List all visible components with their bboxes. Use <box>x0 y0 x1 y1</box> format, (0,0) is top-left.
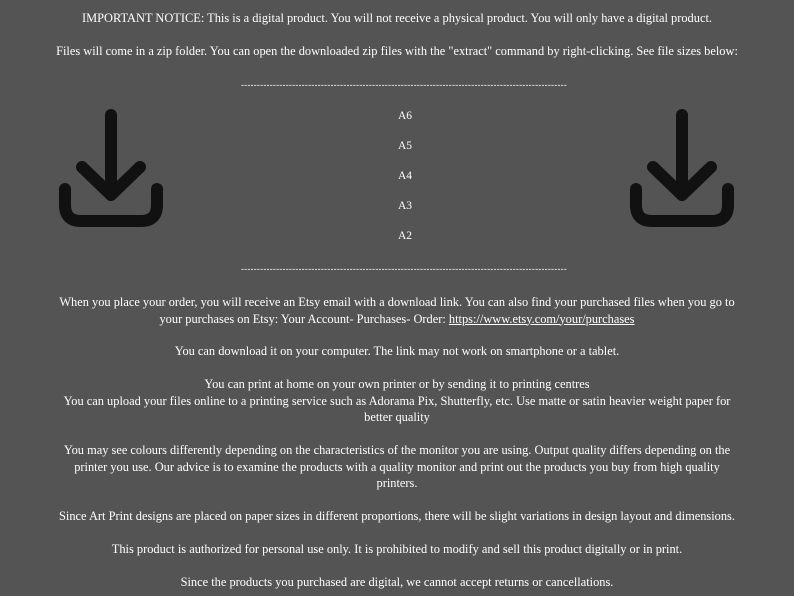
order-info <box>0 294 794 327</box>
printing-line1: You can print at home on your own printer or by sending it to printing centres <box>204 377 590 391</box>
variations-note: Since Art Print designs are placed on paper sizes in different proportions, there will be slight variations in design layout and dimensions. <box>59 509 735 523</box>
important-notice: IMPORTANT NOTICE: This is a digital product. You will not receive a physical product. You will only have a digital product. <box>81 11 712 25</box>
size-a3: A3 <box>397 200 413 212</box>
file-size-list <box>370 109 440 259</box>
size-a2: A2 <box>397 230 413 242</box>
returns-note: Since the products you purchased are digital, we cannot accept returns or cancellations. <box>180 575 614 589</box>
download-note: You can download it on your computer. The link may not work on smartphone or a tablet. <box>174 344 620 358</box>
download-icon <box>630 109 734 227</box>
divider-bottom: ------------------------------------------------------------------------------------------------------ <box>240 264 568 274</box>
size-a5: A5 <box>397 140 413 152</box>
colours-line1: You may see colours differently depending on the characteristics of the monitor you are using. Output quality differs depending on the <box>63 443 731 457</box>
printing-line3: better quality <box>364 410 430 424</box>
zip-files-notice: Files will come in a zip folder. You can open the downloaded zip files with the "extract" command by right-clicking. See file sizes below: <box>56 44 738 58</box>
download-icon <box>59 109 163 227</box>
order-info-line2 <box>0 311 794 328</box>
etsy-purchases-link[interactable]: https://www.etsy.com/your/purchases <box>448 311 635 326</box>
printing-info <box>0 376 794 426</box>
colours-line2: printer you use. Our advice is to examine the products with a quality monitor and print out the products you buy from high quality <box>74 459 720 474</box>
colour-disclaimer <box>0 442 794 492</box>
order-info-prefix: your purchases on Etsy: Your Account- Purchases- Order: <box>159 311 449 326</box>
printing-line2: You can upload your files online to a printing service such as Adorama Pix, Shutterfly, etc. Use matte or satin heavier weight paper for <box>63 393 731 408</box>
size-a4: A4 <box>397 170 413 182</box>
authorization-note: This product is authorized for personal use only. It is prohibited to modify and sell this product digitally or in print. <box>111 542 683 556</box>
colours-line3: printers. <box>376 476 418 490</box>
size-a6: A6 <box>397 110 413 122</box>
order-info-line1: When you place your order, you will receive an Etsy email with a download link. You can also find your purchased files when you go to <box>59 295 735 309</box>
divider-top: ------------------------------------------------------------------------------------------------------ <box>240 80 568 90</box>
